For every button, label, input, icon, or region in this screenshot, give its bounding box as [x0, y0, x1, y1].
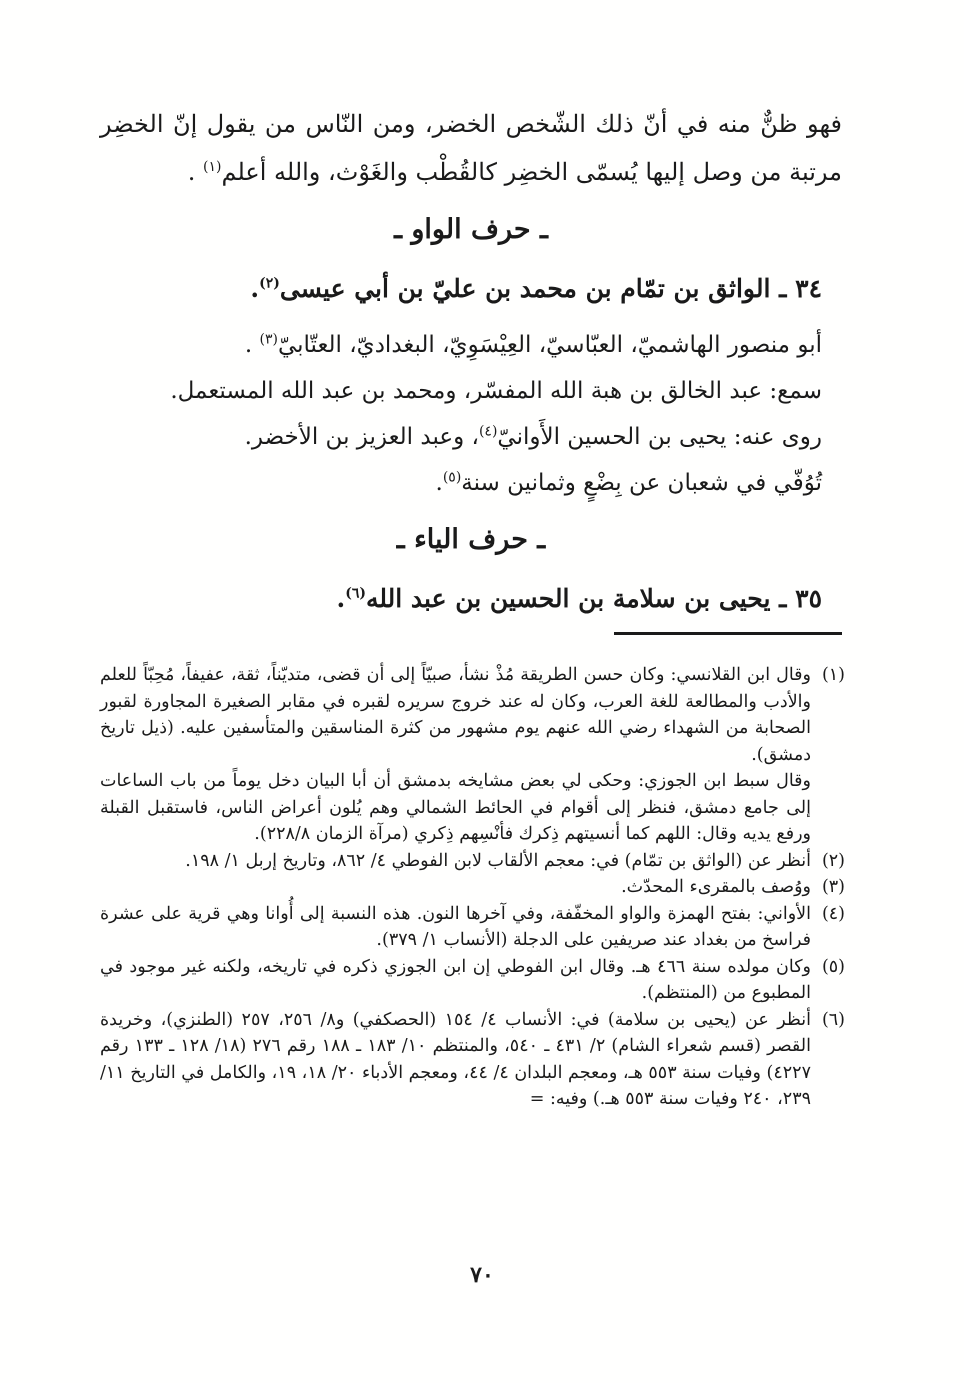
footnote-ref-3: (٣): [259, 331, 278, 348]
intro-paragraph: فهو ظنٌّ منه في أنّ ذلك الشّخص الخضر، ومن النّاس من يقول إنّ الخضِر مرتبة من وصل إليها يُسمّى الخضِر كالقُطْب والغَوْث، والله أعلم$^{(١)}$ .: [100, 110, 842, 186]
footnote-text: أنظر عن (يحيى بن سلامة) في: الأنساب ٤/ ١٥٤ (الحصكفي) و٨/ ٢٥٦، ٢٥٧ (الطنزي)، وخريدة القصر (قسم شعراء الشام) ٢/ ٤٣١ ـ ٥٤٠، والمنتظم ١٠/ ١٨٣ ـ ١٨٨ رقم ٢٧٦ (١٨/ ١٢٨ ـ ١٣٣ رقم ٤٢٢٧) وفيات سنة ٥٥٣ هـ، ومعجم البلدان ٤/ ٤٤، ومعجم الأدباء ٢٠/ ١٨، ١٩، والكامل في التاريخ ١١/ ٢٣٩، ٢٤٠ وفيات سنة ٥٥٣ هـ.) وفيه: =: [100, 1009, 811, 1109]
footnote-number: (٣): [821, 877, 845, 897]
footnote-ref-6: (٦): [345, 585, 366, 602]
entry-35-title: ٣٥ ـ يحيى بن سلامة بن الحسين بن عبد الله$^{(٦)}$.: [336, 584, 822, 613]
entry-34-nisba: أبو منصور الهاشميّ، العبّاسيّ، العِيْسَوِيّ، البغداديّ، العتّابيّ$^{(٣)}$ .: [244, 331, 822, 358]
footnote-text: أنظر عن (الواثق بن تمّام) في: معجم الألقاب لابن الفوطي ٤/ ٨٦٢، وتاريخ إربل ١/ ١٩٨.: [185, 850, 811, 871]
footnotes: [100, 662, 845, 1113]
footnote-3: [100, 874, 845, 901]
footnote-separator: [614, 632, 842, 635]
footnote-ref-2: (٢): [259, 275, 280, 292]
entry-34-students: روى عنه: يحيى بن الحسين الأَوانيّ$^{(٤)}$، وعبد العزيز بن الأخضر.: [244, 423, 822, 450]
footnote-number: (١): [821, 665, 845, 685]
entry-34-teachers: سمع: عبد الخالق بن هبة الله المفسّر، ومحمد بن عبد الله المستعمل.: [170, 378, 822, 404]
footnote-4: [100, 901, 845, 954]
footnote-number: (٢): [821, 850, 845, 871]
footnote-text: الأواني: بفتح الهمزة والواو المخفّفة، وفي آخرها النون. هذه النسبة إلى أُوانا وهي قرية على عشرة فراسخ من بغداد عند صريفين على الدجلة (الأنساب ١/ ٣٧٩).: [100, 903, 811, 950]
footnote-5: [100, 954, 845, 1007]
footnote-text: وقال سبط ابن الجوزي: وحكى لي بعض مشايخه بدمشق أن أبا البيان دخل يوماً من باب الساعات إلى جامع دمشق، فنظر إلى أقوام في الحائط الشمالي وهم يُلون أعراض الناس، فاستقبل القبلة ورفع يديه وقال: اللهم كما أنسيتهم ذِكرك فأنْسِهم ذِكري (مرآة الزمان ٢٢٨/٨).: [100, 771, 811, 844]
footnote-ref-4: (٤): [478, 423, 498, 440]
footnote-text: ووُصف بالمقرىء المحدّث.: [621, 877, 811, 897]
footnote-number: (٥): [821, 956, 845, 977]
section-heading-ya: ـ حرف الياء ـ: [396, 524, 546, 555]
footnote-6: [100, 1007, 845, 1113]
section-heading-waw: ـ حرف الواو ـ: [394, 214, 548, 245]
footnote-number: (٤): [821, 903, 845, 924]
footnote-2: [100, 848, 845, 875]
footnote-1: [100, 662, 845, 848]
entry-34-title: ٣٤ ـ الواثق بن تمّام بن محمد بن عليّ بن أبي عيسى$^{(٢)}$.: [250, 274, 822, 303]
footnote-text: وقال ابن القلانسي: وكان حسن الطريقة مُذْ نشأ، صبيّاً إلى أن قضى، متديّناً، ثقة، عفيفاً، مُحِبّاً للعلم والأدب والمطالعة للغة العرب، وكان له عند خروج سريره لقبره في مقابر الصغيرة المجاورة لقبور الصحابة من الشهداء رضي الله عنهم يوم مشهور من كثرة المناسقين والمتأسفين عليه. (ذيل تاريخ دمشق).: [100, 665, 811, 765]
page-number: ٧٠: [470, 1262, 494, 1288]
footnote-number: (٦): [821, 1009, 845, 1030]
footnote-ref-5: (٥): [442, 469, 462, 486]
entry-34-death: تُوُفّي في شعبان عن بِضْعٍ وثمانين سنة$^{(٥)}$.: [435, 469, 822, 496]
footnote-text: وكان مولده سنة ٤٦٦ هـ. وقال ابن الفوطي إن ابن الجوزي ذكره في تاريخه، ولكنه غير موجود في المطبوع من (المنتظم).: [100, 956, 811, 1003]
main-text: [100, 100, 842, 632]
footnote-ref-1: (١): [203, 159, 222, 175]
